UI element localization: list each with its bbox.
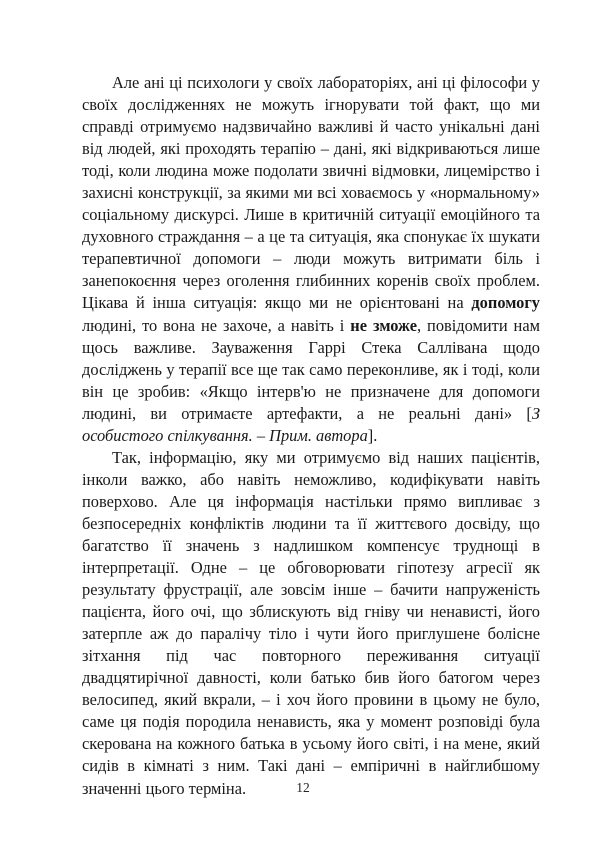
paragraph-2: Так, інформацію, яку ми отримуємо від наших пацієнтів, інколи важко, або навіть неможливо, кодифікувати навіть поверхово. Але ця інформація настільки прямо випливає з безпосередніх конфліктів людини та її життєвого досвіду, що багатство її значень з надлишком компенсує труднощі в інтерпретації. Одне – це обговорювати гіпотезу агресії як результату фрустрації, але зовсім інше – бачити напруженість пацієнта, його очі, що зблискують від гніву чи ненависті, його затерпле аж до паралічу тіло і чути його приглушене болісне зітхання під час повторного переживання ситуації двадцятирічної давності, коли батько бив його батогом через велосипед, який вкрали, – і хоч його провини в цьому не було, саме ця подія породила ненависть, яка у момент розповіді була скерована на кожного батька в усьому його світі, і на мене, який сидів в кімнаті з ним. Такі дані – емпіричні в найглибшому значенні цього терміна. bbox=[82, 447, 540, 798]
text-run-bold: не зможе bbox=[350, 315, 417, 335]
page-number: 12 bbox=[296, 780, 310, 795]
text-run-bold: допомогу bbox=[471, 293, 540, 313]
page-body-text bbox=[82, 72, 540, 800]
paragraph-1: Але ані ці психологи у своїх лабораторіях, ані ці філософи у своїх дослідженнях не можуть ігнорувати той факт, що ми справді отримуємо надзвичайно важливі й часто унікальні дані від людей, які проходять терапію – дані, які відкриваються лише тоді, коли людина може подолати звичні відмовки, лицемірство і захисні конструкції, за якими ми всі ховаємось у «нормальному» соціальному дискурсі. Лише в критичній ситуації емоційного та духовного страждання – а це та ситуація, яка спонукає їх шукати терапевтичної допомоги – люди можуть витримати біль і занепокоєння через оголення глибинних коренів своїх проблем. Цікава й інша ситуація: якщо ми не орієнтовані на допомогу людині, то вона не захоче, а навіть і не зможе, повідомити нам щось важливе. Зауваження Гаррі Стека Саллівана щодо досліджень у терапії все ще так само переконливе, як і тоді, коли він це зробив: «Якщо інтерв'ю не призначене для допомоги людині, ви отримаєте артефакти, а не реальні дані» [З особистого спілкування. – Прим. автора]. bbox=[82, 73, 540, 445]
text-run-italic: З особистого спілкування. – Прим. автора bbox=[82, 403, 540, 445]
